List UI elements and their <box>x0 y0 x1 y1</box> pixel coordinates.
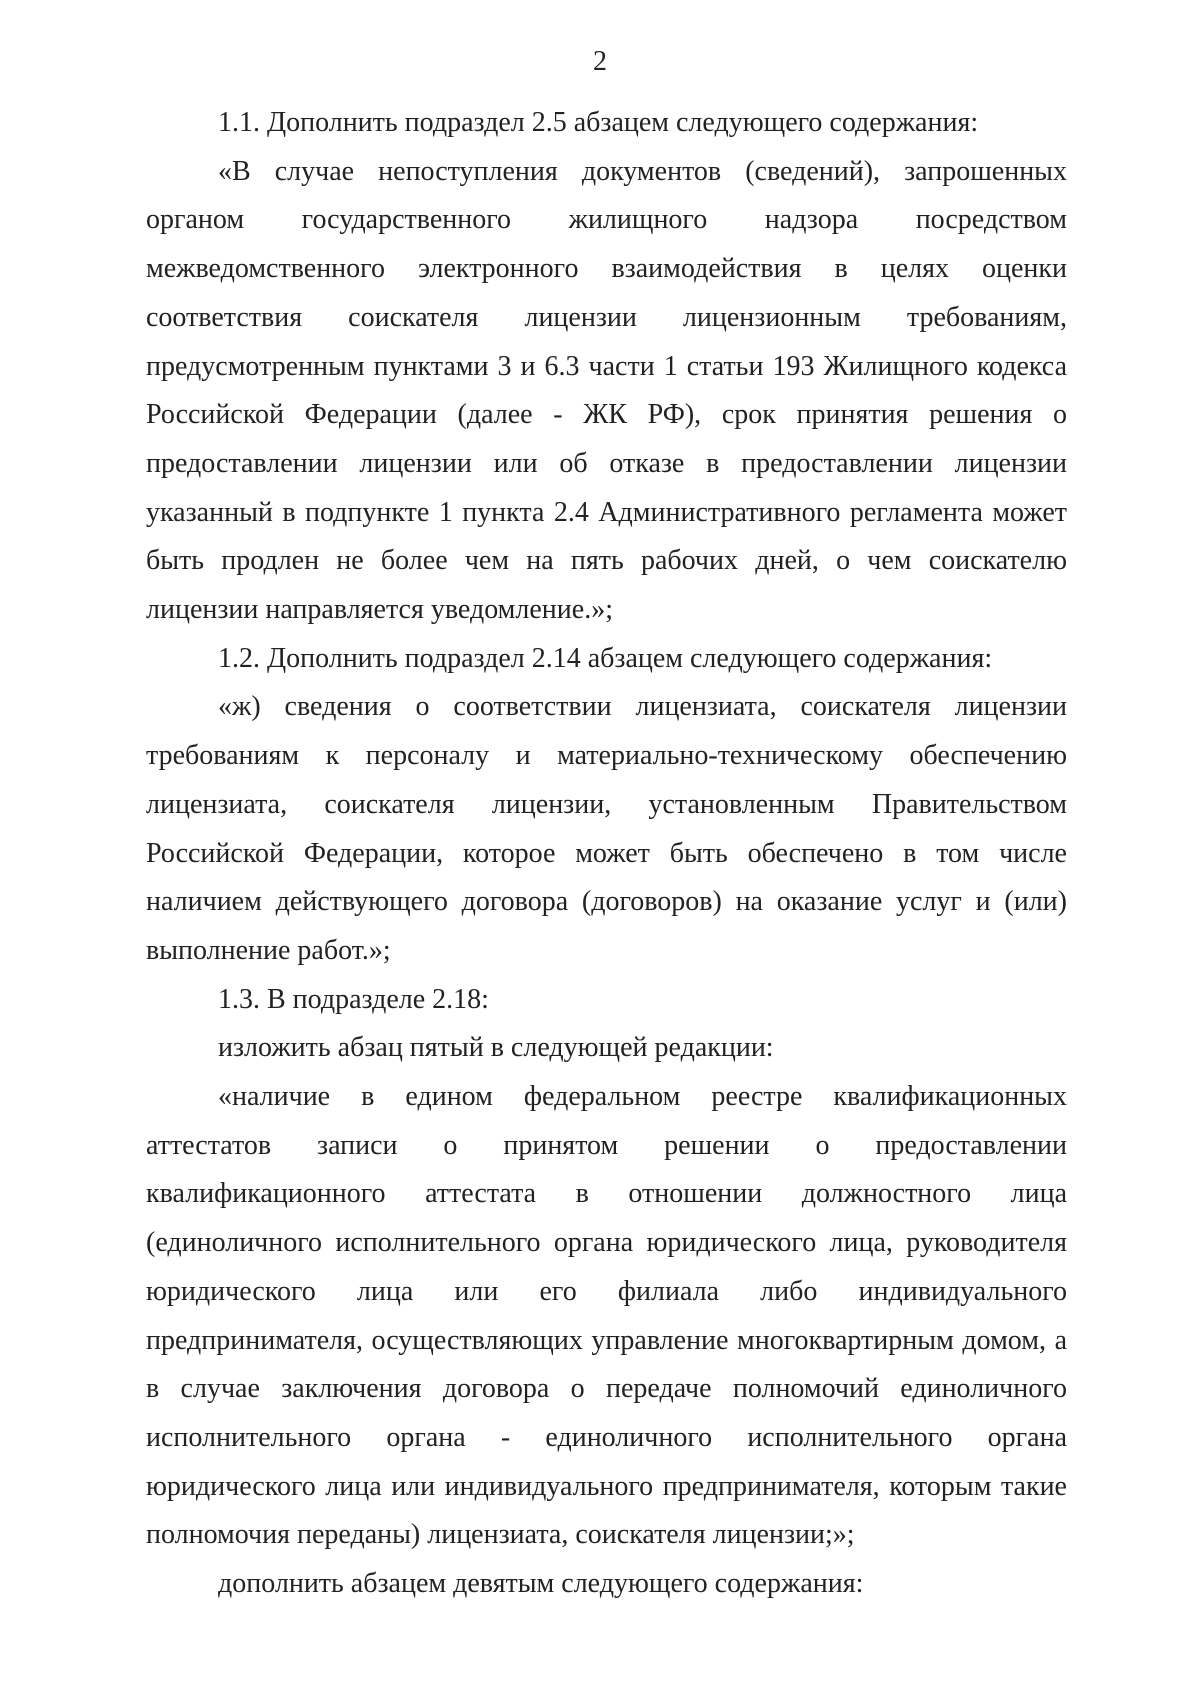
paragraph-quote-2-18: «наличие в едином федеральном реестре квалификационных аттестатов записи о принятом решении о предоставлении квалификационного аттестата в отношении должностного лица (единоличного исполнительного органа юридического лица, руководителя юридического лица или его филиала либо индивидуального предпринимателя, осуществляющих управление многоквартирным домом, а в случае заключения договора о передаче полномочий единоличного исполнительного органа - единоличного исполнительного органа юридического лица или индивидуального предпринимателя, которым такие полномочия переданы) лицензиата, соискателя лицензии;»; <box>146 1081 1067 1551</box>
paragraph-instruction-5th: изложить абзац пятый в следующей редакции: <box>218 1032 774 1064</box>
paragraph-instruction-9th: дополнить абзацем девятым следующего содержания: <box>218 1568 864 1600</box>
paragraph-1-1: 1.1. Дополнить подраздел 2.5 абзацем следующего содержания: <box>218 107 979 138</box>
page-number: 2 <box>593 46 607 77</box>
paragraph-quote-2-14: «ж) сведения о соответствии лицензиата, соискателя лицензии требованиям к персоналу и материально-техническому обеспечению лицензиата, соискателя лицензии, установленным Правительством Российской Федерации, которое может быть обеспечено в том числе наличием действующего договора (договоров) на оказание услуг и (или) выполнение работ.»; <box>146 691 1067 966</box>
document-body <box>146 99 1067 1609</box>
paragraph-quote-2-5: «В случае непоступления документов (сведений), запрошенных органом государственного жилищного надзора посредством межведомственного электронного взаимодействия в целях оценки соответствия соискателя лицензии лицензионным требованиям, предусмотренным пунктами 3 и 6.3 части 1 статьи 193 Жилищного кодекса Российской Федерации (далее - ЖК РФ), срок принятия решения о предоставлении лицензии или об отказе в предоставлении лицензии указанный в подпункте 1 пункта 2.4 Административного регламента может быть продлен не более чем на пять рабочих дней, о чем соискателю лицензии направляется уведомление.»; <box>146 155 1067 626</box>
paragraph-1-2: 1.2. Дополнить подраздел 2.14 абзацем следующего содержания: <box>218 642 993 674</box>
paragraph-1-3: 1.3. В подразделе 2.18: <box>218 983 489 1015</box>
